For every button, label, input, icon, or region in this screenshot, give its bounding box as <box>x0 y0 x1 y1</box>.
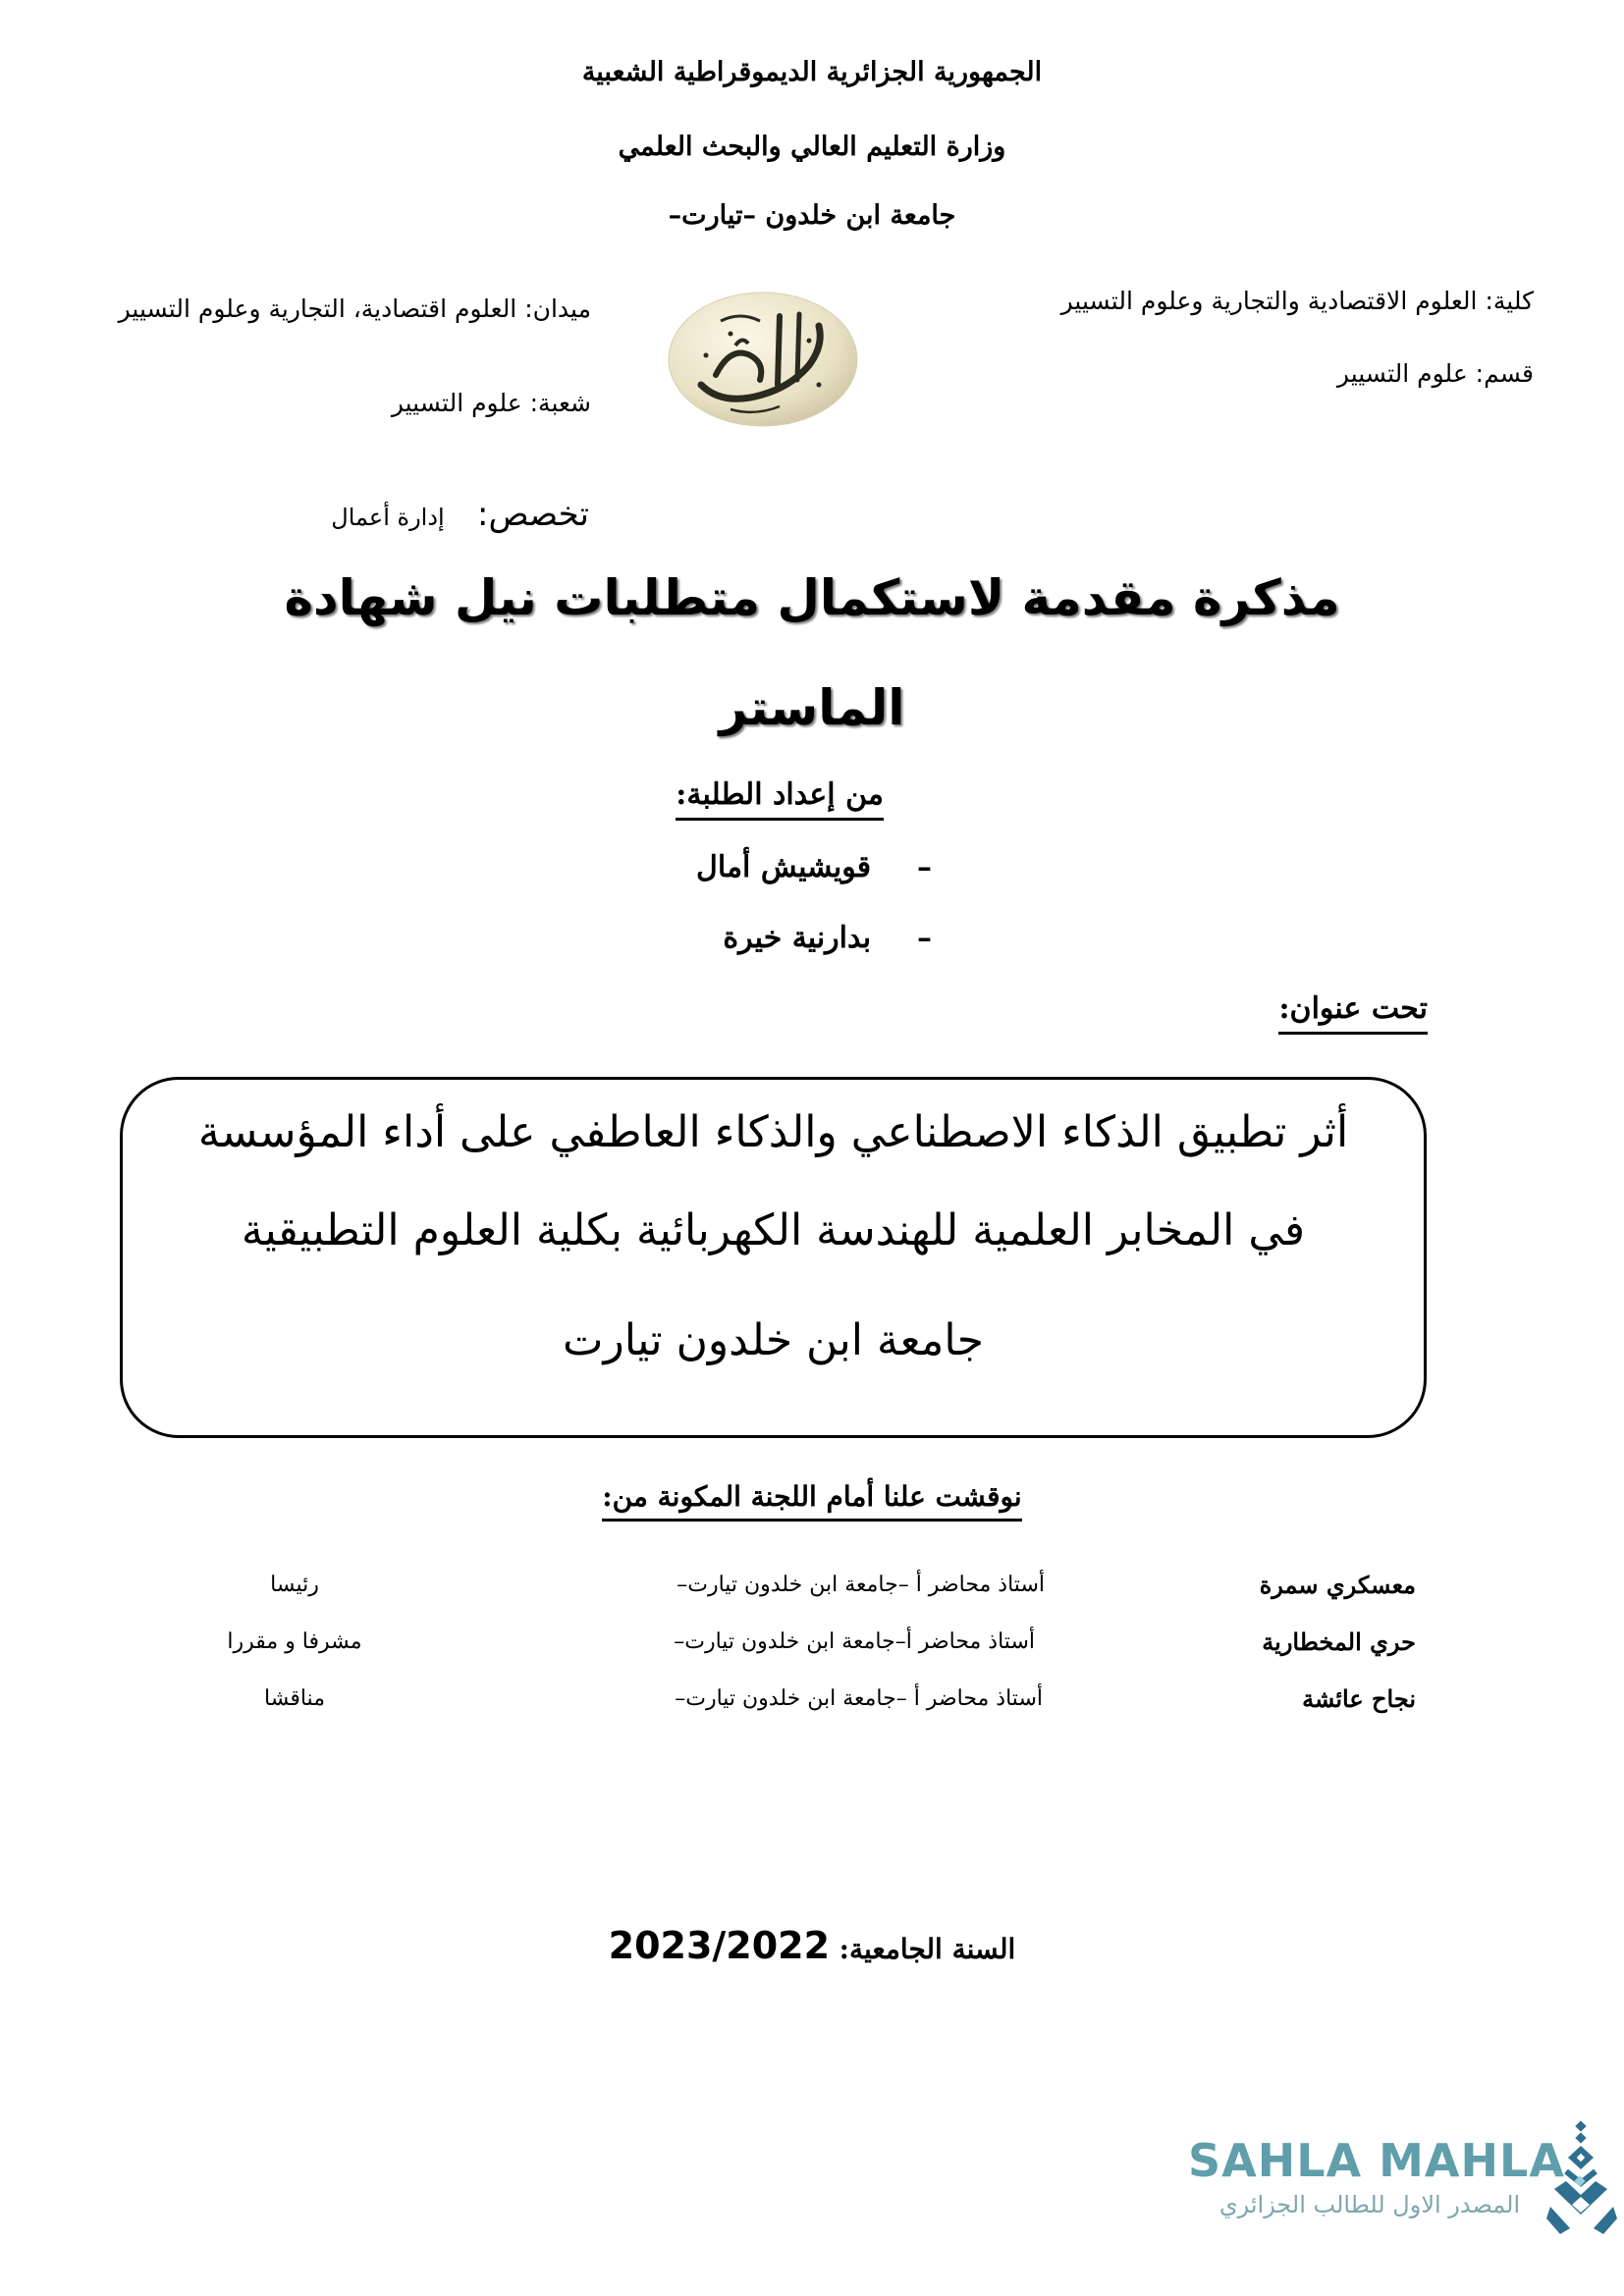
department-label: قسم: علوم التسيير <box>1336 359 1534 388</box>
sahla-mahla-logo-icon <box>1546 2120 1617 2238</box>
watermark-brand: SAHLA MAHLA <box>1188 2134 1565 2187</box>
committee-member-name: نجاح عائشة <box>1302 1684 1416 1713</box>
thesis-heading-text: تحت عنوان: <box>1278 991 1428 1035</box>
country-name: الجمهورية الجزائرية الديموقراطية الشعبية <box>581 57 1043 87</box>
students-heading <box>676 777 884 821</box>
thesis-heading <box>1278 991 1428 1035</box>
academic-year <box>0 1924 1624 1967</box>
committee-member-name: حري المخطارية <box>1262 1628 1416 1656</box>
thesis-title-line1: أثر تطبيق الذكاء الاصطناعي والذكاء العاطفي على أداء المؤسسة <box>197 1107 1349 1157</box>
specialty <box>331 495 589 534</box>
bullet-dash: – <box>917 921 932 955</box>
academic-year-label: السنة الجامعية: <box>839 1933 1016 1965</box>
thesis-title-line2: في المخابر العلمية للهندسة الكهربائية بكلية العلوم التطبيقية <box>241 1205 1306 1255</box>
sahla-mahla-watermark <box>1168 2110 1620 2248</box>
committee-member-role: رئيسا <box>270 1573 319 1597</box>
committee-member-rank: أستاذ محاضر أ–جامعة ابن خلدون تيارت– <box>674 1629 1035 1654</box>
thesis-title-line3: جامعة ابن خلدون تيارت <box>563 1315 984 1365</box>
ministry-name: وزارة التعليم العالي والبحث العلمي <box>618 132 1006 162</box>
academic-year-value: 2023/2022 <box>608 1924 831 1967</box>
committee-heading-text: نوقشت علنا أمام اللجنة المكونة من: <box>602 1480 1021 1522</box>
branch-label: شعبة: علوم التسيير <box>391 389 591 417</box>
student-item <box>723 921 932 955</box>
committee-heading <box>0 1480 1624 1522</box>
students-heading-text: من إعداد الطلبة: <box>676 777 884 821</box>
committee-member-name: معسكري سمرة <box>1259 1571 1416 1599</box>
field-label: ميدان: العلوم اقتصادية، التجارية وعلوم التسيير <box>118 294 591 323</box>
university-seal-icon <box>662 287 864 432</box>
student-name: بدارنية خيرة <box>723 921 872 955</box>
committee-member-role: مناقشا <box>264 1686 325 1711</box>
committee-member-role: مشرفا و مقررا <box>227 1629 362 1654</box>
specialty-label: تخصص: <box>476 495 589 534</box>
student-item <box>696 850 932 884</box>
university-name: جامعة ابن خلدون –تيارت– <box>668 200 956 231</box>
committee-member-rank: أستاذ محاضر أ –جامعة ابن خلدون تيارت– <box>677 1573 1045 1597</box>
student-name: قويشيش أمال <box>696 850 872 884</box>
watermark-tagline: المصدر الاول للطالب الجزائري <box>1218 2191 1521 2218</box>
bullet-dash: – <box>917 850 932 884</box>
committee-member-rank: أستاذ محاضر أ –جامعة ابن خلدون تيارت– <box>675 1686 1043 1711</box>
faculty-label: كلية: العلوم الاقتصادية والتجارية وعلوم التسيير <box>1060 287 1534 315</box>
memo-title-line2: الماستر <box>719 679 905 736</box>
memo-title-line1: مذكرة مقدمة لاستكمال متطلبات نيل شهادة <box>284 569 1340 626</box>
specialty-value: إدارة أعمال <box>331 504 445 531</box>
